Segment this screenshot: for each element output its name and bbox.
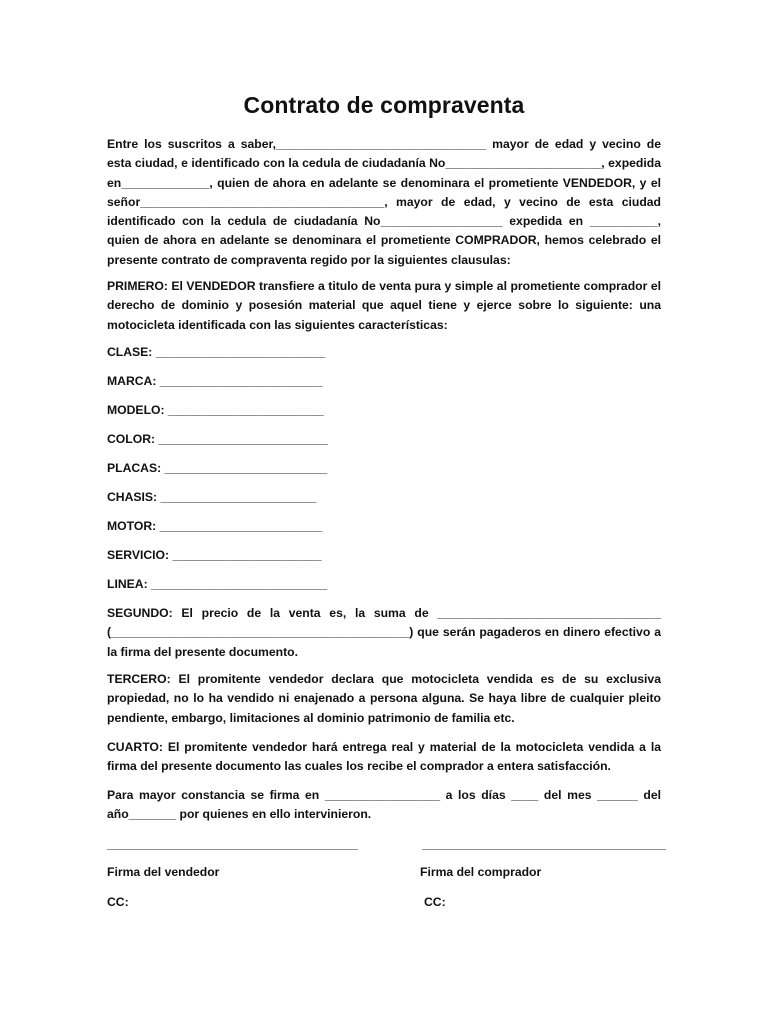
field-linea: LINEA: __________________________ [107,577,328,591]
field-clase: CLASE: _________________________ [107,345,326,359]
clause-primero: PRIMERO: El VENDEDOR transfiere a titulo de venta pura y simple al prometiente comprador el derecho de dominio y posesión material que aquel tiene y ejerce sobre lo siguiente: una motocicleta identificada con las siguientes características: [107,279,661,332]
field-motor: MOTOR: ________________________ [107,519,323,533]
buyer-cc-label: CC: [424,895,446,909]
seller-signature-label: Firma del vendedor [107,865,220,879]
seller-cc-label: CC: [107,895,129,909]
intro-paragraph: Entre los suscritos a saber,_______________________________ mayor de edad y vecino de esta ciudad, e identificado con la cedula de ciudadanía No_______________________, expedida en_____________, quien de ahora en adelante se denominara el prometiente VENDEDOR, y el señor____________________________________, mayor de edad, y vecino de esta ciudad identificado con la cedula de ciudadanía No__________________ expedida en __________, quien de ahora en adelante se denominara el prometiente COMPRADOR, hemos celebrado el presente contrato de compraventa regido por la siguientes clausulas: [107,137,661,267]
field-color: COLOR: _________________________ [107,432,328,446]
seller-signature-line: _____________________________________ [107,837,358,851]
constancia-paragraph: Para mayor constancia se firma en _________________ a los días ____ del mes ______ del año_______ por quienes en ello intervinieron. [107,788,661,822]
field-placas: PLACAS: ________________________ [107,461,328,475]
buyer-signature-line: ____________________________________ [422,837,667,851]
buyer-signature-label: Firma del comprador [420,865,542,879]
clause-cuarto: CUARTO: El promitente vendedor hará entrega real y material de la motocicleta vendida a la firma del presente documento las cuales los recibe el comprador a entera satisfacción. [107,740,661,774]
document-title: Contrato de compraventa [243,92,525,118]
field-modelo: MODELO: _______________________ [107,403,324,417]
field-servicio: SERVICIO: ______________________ [107,548,322,562]
clause-tercero: TERCERO: El promitente vendedor declara que motocicleta vendida es de su exclusiva propiedad, no lo ha vendido ni enajenado a persona alguna. Se haya libre de cualquier pleito pendiente, embargo, limitaciones al dominio patrimonio de familia etc. [107,672,661,725]
clause-segundo: SEGUNDO: El precio de la venta es, la suma de _________________________________ (____________________________________________) que serán pagaderos en dinero efectivo a la firma del presente documento. [107,606,661,659]
field-marca: MARCA: ________________________ [107,374,323,388]
field-chasis: CHASIS: _______________________ [107,490,317,504]
